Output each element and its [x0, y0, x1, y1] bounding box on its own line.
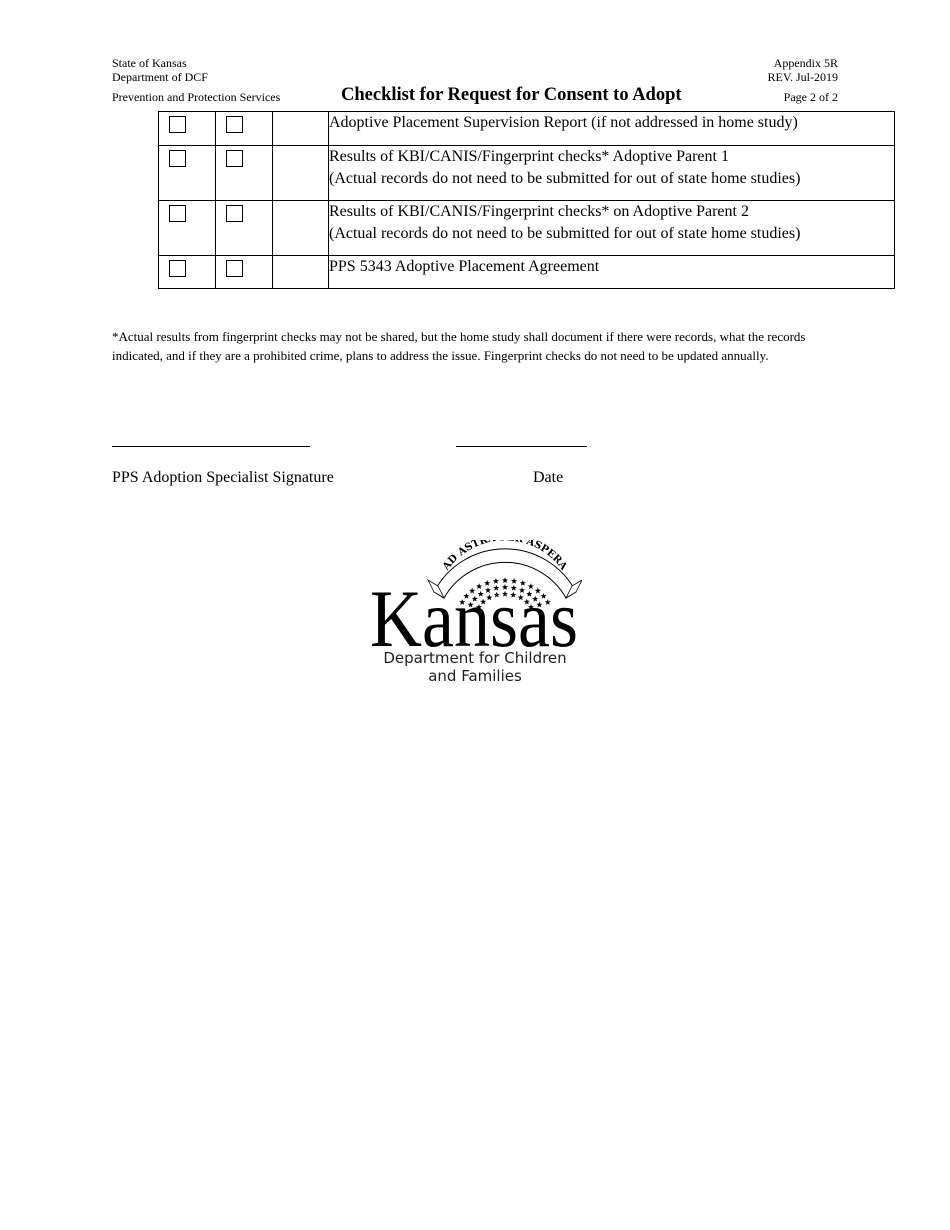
blank-cell	[273, 112, 329, 146]
checkbox[interactable]	[226, 260, 243, 277]
checkbox-cell	[216, 146, 273, 201]
item-description	[329, 146, 895, 201]
kansas-wordmark: Kansas	[370, 573, 578, 664]
logo-department-line1: Department for Children	[383, 649, 567, 667]
page-number: Page 2 of 2	[783, 90, 838, 104]
checkbox-cell	[216, 256, 273, 289]
checkbox[interactable]	[226, 205, 243, 222]
item-text: Adoptive Placement Supervision Report (if not addressed in home study)	[329, 114, 798, 131]
kansas-logo-graphic	[368, 540, 582, 690]
table-row	[159, 256, 895, 289]
signature-label: PPS Adoption Specialist Signature	[112, 469, 334, 486]
logo-department-line2: and Families	[428, 667, 522, 685]
item-description	[329, 256, 895, 289]
item-description	[329, 112, 895, 146]
table-row	[159, 112, 895, 146]
blank-cell	[273, 256, 329, 289]
checkbox[interactable]	[169, 260, 186, 277]
date-label: Date	[533, 469, 564, 486]
checklist-table	[158, 111, 895, 289]
blank-cell	[273, 201, 329, 256]
kansas-dcf-logo	[368, 540, 582, 695]
checkbox-cell	[216, 201, 273, 256]
item-text: Results of KBI/CANIS/Fingerprint checks* Adoptive Parent 1	[329, 148, 729, 165]
checkbox[interactable]	[169, 150, 186, 167]
checkbox-cell	[216, 112, 273, 146]
item-note: (Actual records do not need to be submitted for out of state home studies)	[329, 170, 801, 187]
table-row	[159, 146, 895, 201]
checkbox[interactable]	[226, 150, 243, 167]
revision-label: REV. Jul-2019	[767, 70, 838, 84]
table-row	[159, 201, 895, 256]
checkbox-cell	[159, 201, 216, 256]
item-text: Results of KBI/CANIS/Fingerprint checks* on Adoptive Parent 2	[329, 203, 749, 220]
department-name: Department of DCF	[112, 70, 208, 84]
header-right-block	[768, 56, 838, 104]
checkbox[interactable]	[169, 205, 186, 222]
checkbox-cell	[159, 256, 216, 289]
blank-cell	[273, 146, 329, 201]
item-description	[329, 201, 895, 256]
item-text: PPS 5343 Adoptive Placement Agreement	[329, 258, 600, 275]
page-title: Checklist for Request for Consent to Adopt	[341, 85, 682, 105]
signature-line[interactable]	[112, 446, 310, 447]
header-left-block	[112, 56, 280, 104]
date-line[interactable]	[456, 446, 587, 447]
checkbox[interactable]	[226, 116, 243, 133]
checkbox-cell	[159, 146, 216, 201]
division-name: Prevention and Protection Services	[112, 90, 281, 104]
state-name: State of Kansas	[112, 56, 187, 70]
checkbox[interactable]	[169, 116, 186, 133]
motto-text: AD ASTR ASPERA	[440, 540, 570, 573]
fingerprint-footnote: *Actual results from fingerprint checks may not be shared, but the home study shall document if there were records, what the records indicated, and if they are a prohibited crime, plans to address the issue. Fingerprint checks do not need to be updated annually.	[112, 329, 806, 363]
checkbox-cell	[159, 112, 216, 146]
appendix-label: Appendix 5R	[773, 56, 838, 70]
item-note: (Actual records do not need to be submitted for out of state home studies)	[329, 225, 801, 242]
